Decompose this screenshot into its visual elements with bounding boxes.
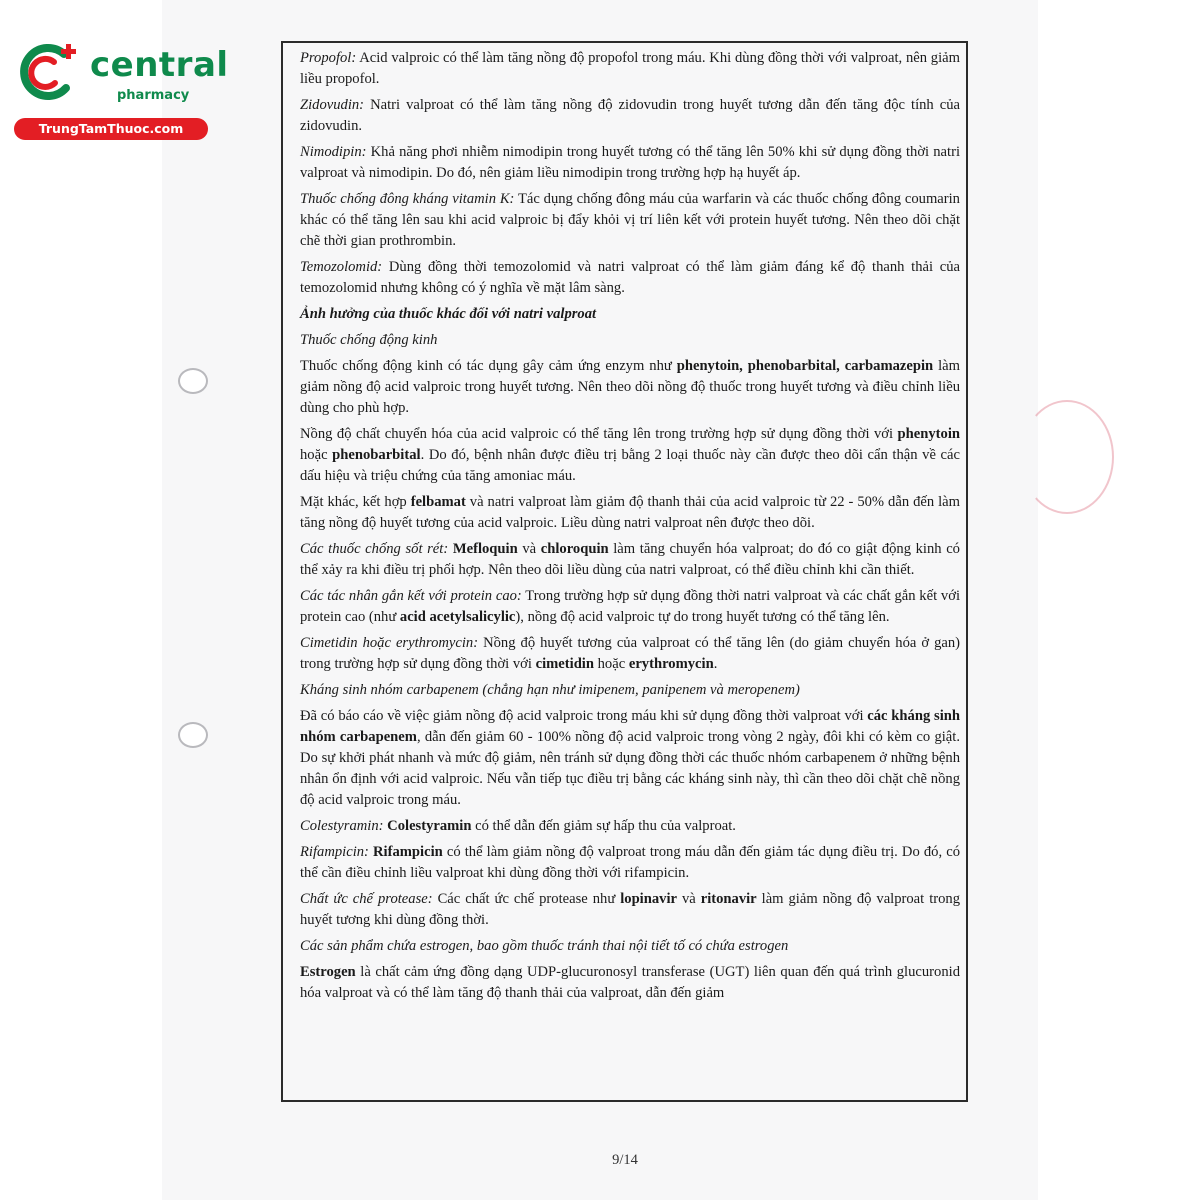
paragraph-cimetidin: Cimetidin hoặc erythromycin: Nồng độ huyết tương của valproat có thể tăng lên (do giảm chuyển hóa ở gan) trong trường hợp sử dụng đồng thời với cimetidin hoặc erythromycin. xyxy=(300,635,961,672)
punch-hole-top xyxy=(178,368,208,394)
paragraph-antiepileptic-1: Thuốc chống động kinh có tác dụng gây cảm ứng enzym như phenytoin, phenobarbital, carbamazepin làm giảm nồng độ acid valproic trong huyết tương. Nên theo dõi nồng độ thuốc trong huyết tương và điều chỉnh liều dùng cho phù hợp. xyxy=(300,358,960,416)
paragraph-antiepileptic-2: Nồng độ chất chuyển hóa của acid valproic có thể tăng lên trong trường hợp sử dụng đồng thời với phenytoin hoặc phenobarbital. Do đó, bệnh nhân được điều trị bằng 2 loại thuốc này cần được theo dõi cẩn thận về các dấu hiệu và triệu chứng của tăng amoniac máu. xyxy=(300,426,960,484)
paragraph-carbapenem: Đã có báo cáo về việc giảm nồng độ acid valproic trong máu khi sử dụng đồng thời valproat với các kháng sinh nhóm carbapenem, dẫn đến giảm 60 - 100% nồng độ acid valproic trong vòng 2 ngày, đôi khi có kèm co giật. Do sự khởi phát nhanh và mức độ giảm, nên tránh sử dụng đồng thời các thuốc nhóm carbapenem ở những bệnh nhân ổn định với acid valproic. Nếu vẫn tiếp tục điều trị bằng các kháng sinh này, thì cần theo dõi chặt chẽ nồng độ acid valproic trong máu. xyxy=(300,708,960,808)
central-pharmacy-logo[interactable] xyxy=(14,40,229,140)
paragraph-vitamin-k: Thuốc chống đông kháng vitamin K: Tác dụng chống đông máu của warfarin và các thuốc chống đông coumarin khác có thể tăng lên sau khi acid valproic bị đẩy khỏi vị trí liên kết với protein huyết tương. Nên theo dõi chặt chẽ thời gian prothrombin. xyxy=(300,191,960,249)
paragraph-nimodipin: Nimodipin: Khả năng phơi nhiễm nimodipin trong huyết tương có thể tăng lên 50% khi sử dụng đồng thời natri valproat và nimodipin. Do đó, nên giảm liều nimodipin trong trường hợp hạ huyết áp. xyxy=(300,144,960,181)
paragraph-protein-binding: Các tác nhân gắn kết với protein cao: Trong trường hợp sử dụng đồng thời natri valproat và các chất gắn kết với protein cao (như acid acetylsalicylic), nồng độ acid valproic tự do trong huyết tương có thể tăng lên. xyxy=(300,588,960,625)
stamp-mark xyxy=(1020,400,1114,514)
paragraph-rifampicin: Rifampicin: Rifampicin có thể làm giảm nồng độ valproat trong máu dẫn đến giảm tác dụng điều trị. Do đó, có thể cần điều chỉnh liều valproat khi dùng đồng thời với rifampicin. xyxy=(300,844,960,881)
document-content xyxy=(281,41,968,1102)
paragraph-antimalarial: Các thuốc chống sốt rét: Mefloquin và chloroquin làm tăng chuyển hóa valproat; do đó co giật động kinh có thể xảy ra khi điều trị phối hợp. Nên theo dõi liều dùng của natri valproat, có thể điều chỉnh khi cần thiết. xyxy=(300,541,960,578)
paragraph-estrogen: Estrogen là chất cảm ứng đồng dạng UDP-glucuronosyl transferase (UGT) liên quan đến quá trình glucuronid hóa valproat và có thể làm tăng độ thanh thải của valproat, dẫn đến giảm xyxy=(300,964,960,1001)
subheading-carbapenem: Kháng sinh nhóm carbapenem (chẳng hạn như imipenem, panipenem và meropenem) xyxy=(300,682,800,698)
paragraph-zidovudin: Zidovudin: Natri valproat có thể làm tăng nồng độ zidovudin trong huyết tương dẫn đến tăng độc tính của zidovudin. xyxy=(300,97,960,134)
site-url-badge[interactable]: TrungTamThuoc.com xyxy=(14,118,208,140)
subheading-estrogen: Các sản phẩm chứa estrogen, bao gồm thuốc tránh thai nội tiết tố có chứa estrogen xyxy=(300,938,789,954)
paragraph-temozolomid: Temozolomid: Dùng đồng thời temozolomid và natri valproat có thể làm giảm đáng kể độ thanh thải của temozolomid nhưng không có ý nghĩa về mặt lâm sàng. xyxy=(300,259,960,296)
paragraph-protease: Chất ức chế protease: Các chất ức chế protease như lopinavir và ritonavir làm giảm nồng độ valproat trong huyết tương khi dùng đồng thời. xyxy=(300,891,961,928)
logo-c-plus-icon xyxy=(14,40,80,106)
logo-name: central xyxy=(90,45,229,85)
punch-hole-bottom xyxy=(178,722,208,748)
paragraph-colestyramin: Colestyramin: Colestyramin có thể dẫn đến giảm sự hấp thu của valproat. xyxy=(300,818,736,834)
subheading-antiepileptic: Thuốc chống động kinh xyxy=(300,332,438,348)
section-heading: Ảnh hưởng của thuốc khác đối với natri valproat xyxy=(300,306,597,322)
page-number: 9/14 xyxy=(612,1152,638,1168)
logo-sub: pharmacy xyxy=(117,88,190,103)
paragraph-propofol: Propofol: Acid valproic có thể làm tăng nồng độ propofol trong máu. Khi dùng đồng thời với valproat, nên giảm liều propofol. xyxy=(300,50,960,87)
paragraph-felbamat: Mặt khác, kết hợp felbamat và natri valproat làm giảm độ thanh thải của acid valproic từ 22 - 50% dẫn đến làm tăng nồng độ huyết tương của acid valproic. Liều dùng natri valproat nên được theo dõi. xyxy=(300,494,960,531)
